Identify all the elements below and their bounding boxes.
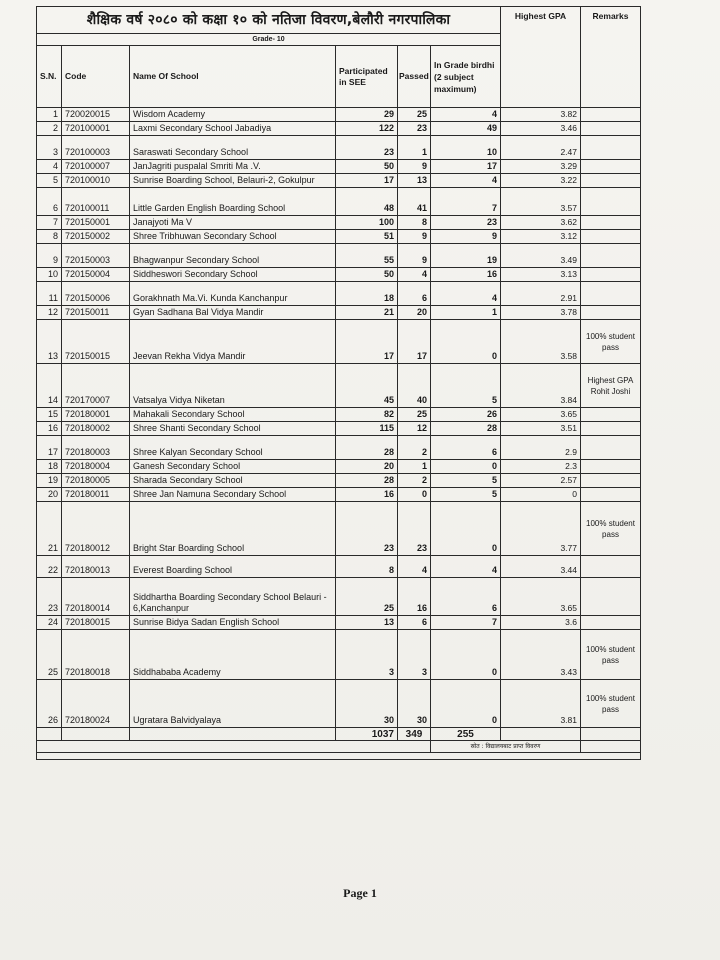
table-row — [37, 502, 641, 556]
cell-code: 720150015 — [62, 320, 130, 364]
cell-remarks — [581, 174, 641, 188]
cell-passed: 25 — [398, 108, 431, 122]
cell-in-grade: 7 — [431, 616, 501, 630]
cell-passed: 9 — [398, 160, 431, 174]
cell-participated: 50 — [336, 160, 398, 174]
cell-participated: 29 — [336, 108, 398, 122]
grade-label: Grade- 10 — [37, 34, 501, 46]
cell-in-grade: 6 — [431, 578, 501, 616]
cell-passed: 9 — [398, 244, 431, 268]
cell-highest-gpa: 3.62 — [501, 216, 581, 230]
cell-participated: 21 — [336, 306, 398, 320]
cell-school-name: JanJagriti puspalal Smriti Ma .V. — [130, 160, 336, 174]
cell-school-name: Little Garden English Boarding School — [130, 188, 336, 216]
cell-school-name: Siddhababa Academy — [130, 630, 336, 680]
cell-passed: 4 — [398, 556, 431, 578]
cell-school-name: Sharada Secondary School — [130, 474, 336, 488]
total-participated: 1037 — [336, 728, 398, 741]
cell-in-grade: 23 — [431, 216, 501, 230]
cell-in-grade: 4 — [431, 174, 501, 188]
cell-sn: 5 — [37, 174, 62, 188]
cell-participated: 100 — [336, 216, 398, 230]
cell-in-grade: 6 — [431, 436, 501, 460]
cell-school-name: Ganesh Secondary School — [130, 460, 336, 474]
total-passed: 349 — [398, 728, 431, 741]
cell-sn: 13 — [37, 320, 62, 364]
cell-school-name: Gyan Sadhana Bal Vidya Mandir — [130, 306, 336, 320]
cell-code: 720150006 — [62, 282, 130, 306]
cell-sn: 17 — [37, 436, 62, 460]
cell-school-name: Shree Shanti Secondary School — [130, 422, 336, 436]
cell-highest-gpa: 3.57 — [501, 188, 581, 216]
cell-highest-gpa: 3.51 — [501, 422, 581, 436]
cell-remarks — [581, 616, 641, 630]
column-header-highest-gpa: Highest GPA — [501, 7, 581, 108]
cell-passed: 1 — [398, 136, 431, 160]
cell-passed: 41 — [398, 188, 431, 216]
cell-participated: 82 — [336, 408, 398, 422]
cell-participated: 28 — [336, 436, 398, 460]
cell-remarks — [581, 108, 641, 122]
cell-highest-gpa: 3.78 — [501, 306, 581, 320]
cell-school-name: Wisdom Academy — [130, 108, 336, 122]
cell-participated: 17 — [336, 174, 398, 188]
cell-participated: 30 — [336, 680, 398, 728]
cell-remarks — [581, 282, 641, 306]
table-row — [37, 436, 641, 460]
cell-remarks — [581, 188, 641, 216]
table-row — [37, 122, 641, 136]
cell-participated: 25 — [336, 578, 398, 616]
table-row — [37, 474, 641, 488]
cell-in-grade: 0 — [431, 460, 501, 474]
total-in-grade: 255 — [431, 728, 501, 741]
cell-code: 720020015 — [62, 108, 130, 122]
cell-code: 720180024 — [62, 680, 130, 728]
cell-passed: 2 — [398, 436, 431, 460]
cell-code: 720180015 — [62, 616, 130, 630]
cell-participated: 55 — [336, 244, 398, 268]
cell-in-grade: 17 — [431, 160, 501, 174]
cell-participated: 23 — [336, 502, 398, 556]
cell-school-name: Mahakali Secondary School — [130, 408, 336, 422]
cell-participated: 8 — [336, 556, 398, 578]
cell-highest-gpa: 3.77 — [501, 502, 581, 556]
cell-participated: 20 — [336, 460, 398, 474]
source-row-empty — [581, 741, 641, 753]
cell-code: 720180004 — [62, 460, 130, 474]
table-row — [37, 556, 641, 578]
cell-participated: 115 — [336, 422, 398, 436]
cell-highest-gpa: 3.22 — [501, 174, 581, 188]
table-row — [37, 160, 641, 174]
cell-school-name: Shree Jan Namuna Secondary School — [130, 488, 336, 502]
cell-highest-gpa: 3.65 — [501, 578, 581, 616]
table-row — [37, 244, 641, 268]
cell-sn: 9 — [37, 244, 62, 268]
cell-passed: 3 — [398, 630, 431, 680]
cell-sn: 7 — [37, 216, 62, 230]
table-row — [37, 422, 641, 436]
cell-code: 720170007 — [62, 364, 130, 408]
cell-remarks — [581, 244, 641, 268]
cell-remarks — [581, 422, 641, 436]
cell-code: 720180013 — [62, 556, 130, 578]
cell-passed: 6 — [398, 282, 431, 306]
cell-participated: 122 — [336, 122, 398, 136]
cell-remarks — [581, 408, 641, 422]
source-note: स्रोत : विद्यालयबाट प्राप्त विवरण — [431, 741, 581, 753]
cell-sn: 14 — [37, 364, 62, 408]
cell-highest-gpa: 2.3 — [501, 460, 581, 474]
table-row — [37, 282, 641, 306]
cell-remarks: Highest GPA Rohit Joshi — [581, 364, 641, 408]
cell-passed: 16 — [398, 578, 431, 616]
table-row — [37, 364, 641, 408]
cell-in-grade: 9 — [431, 230, 501, 244]
cell-code: 720180018 — [62, 630, 130, 680]
cell-participated: 45 — [336, 364, 398, 408]
cell-sn: 15 — [37, 408, 62, 422]
cell-in-grade: 49 — [431, 122, 501, 136]
cell-code: 720150011 — [62, 306, 130, 320]
totals-empty — [37, 728, 62, 741]
cell-sn: 4 — [37, 160, 62, 174]
cell-in-grade: 16 — [431, 268, 501, 282]
cell-remarks — [581, 160, 641, 174]
cell-highest-gpa: 3.12 — [501, 230, 581, 244]
cell-remarks — [581, 436, 641, 460]
cell-remarks — [581, 474, 641, 488]
cell-highest-gpa: 3.29 — [501, 160, 581, 174]
cell-sn: 20 — [37, 488, 62, 502]
cell-participated: 13 — [336, 616, 398, 630]
table-row — [37, 680, 641, 728]
cell-passed: 12 — [398, 422, 431, 436]
cell-highest-gpa: 0 — [501, 488, 581, 502]
cell-code: 720180011 — [62, 488, 130, 502]
cell-code: 720180005 — [62, 474, 130, 488]
page-number: Page 1 — [343, 886, 377, 900]
column-header-code: Code — [62, 46, 130, 108]
cell-participated: 48 — [336, 188, 398, 216]
cell-sn: 12 — [37, 306, 62, 320]
cell-passed: 17 — [398, 320, 431, 364]
cell-passed: 2 — [398, 474, 431, 488]
cell-participated: 17 — [336, 320, 398, 364]
cell-highest-gpa: 3.6 — [501, 616, 581, 630]
cell-remarks — [581, 216, 641, 230]
cell-passed: 25 — [398, 408, 431, 422]
cell-sn: 26 — [37, 680, 62, 728]
cell-passed: 4 — [398, 268, 431, 282]
table-row — [37, 630, 641, 680]
cell-highest-gpa: 3.65 — [501, 408, 581, 422]
cell-remarks — [581, 460, 641, 474]
table-row — [37, 174, 641, 188]
cell-in-grade: 7 — [431, 188, 501, 216]
table-row — [37, 460, 641, 474]
table-row — [37, 320, 641, 364]
cell-highest-gpa: 3.46 — [501, 122, 581, 136]
table-row — [37, 230, 641, 244]
cell-highest-gpa: 3.82 — [501, 108, 581, 122]
cell-school-name: Shree Tribhuwan Secondary School — [130, 230, 336, 244]
cell-sn: 16 — [37, 422, 62, 436]
cell-school-name: Laxmi Secondary School Jabadiya — [130, 122, 336, 136]
cell-in-grade: 10 — [431, 136, 501, 160]
cell-passed: 23 — [398, 502, 431, 556]
cell-in-grade: 4 — [431, 108, 501, 122]
cell-highest-gpa: 3.49 — [501, 244, 581, 268]
cell-sn: 8 — [37, 230, 62, 244]
cell-highest-gpa: 3.58 — [501, 320, 581, 364]
cell-in-grade: 0 — [431, 630, 501, 680]
cell-highest-gpa: 2.47 — [501, 136, 581, 160]
cell-code: 720150002 — [62, 230, 130, 244]
table-body — [37, 108, 641, 728]
cell-highest-gpa: 2.91 — [501, 282, 581, 306]
cell-sn: 6 — [37, 188, 62, 216]
cell-highest-gpa: 3.44 — [501, 556, 581, 578]
cell-in-grade: 0 — [431, 680, 501, 728]
cell-participated: 51 — [336, 230, 398, 244]
cell-sn: 3 — [37, 136, 62, 160]
cell-remarks: 100% student pass — [581, 630, 641, 680]
cell-code: 720100001 — [62, 122, 130, 136]
cell-in-grade: 5 — [431, 474, 501, 488]
results-table — [36, 6, 641, 760]
table-row — [37, 136, 641, 160]
cell-in-grade: 5 — [431, 364, 501, 408]
cell-in-grade: 0 — [431, 320, 501, 364]
cell-in-grade: 1 — [431, 306, 501, 320]
column-header-passed: Passed — [398, 46, 431, 108]
cell-passed: 23 — [398, 122, 431, 136]
cell-highest-gpa: 3.84 — [501, 364, 581, 408]
cell-school-name: Shree Kalyan Secondary School — [130, 436, 336, 460]
column-header-name: Name Of School — [130, 46, 336, 108]
table-row — [37, 306, 641, 320]
cell-remarks — [581, 230, 641, 244]
cell-in-grade: 19 — [431, 244, 501, 268]
cell-participated: 3 — [336, 630, 398, 680]
cell-sn: 18 — [37, 460, 62, 474]
source-row-empty — [37, 741, 431, 753]
cell-sn: 1 — [37, 108, 62, 122]
column-header-sn: S.N. — [37, 46, 62, 108]
cell-code: 720180001 — [62, 408, 130, 422]
table-row — [37, 488, 641, 502]
cell-sn: 2 — [37, 122, 62, 136]
cell-highest-gpa: 3.13 — [501, 268, 581, 282]
cell-participated: 23 — [336, 136, 398, 160]
cell-in-grade: 5 — [431, 488, 501, 502]
cell-school-name: Siddhartha Boarding Secondary School Belauri - 6,Kanchanpur — [130, 578, 336, 616]
totals-empty — [501, 728, 581, 741]
cell-school-name: Jeevan Rekha Vidya Mandir — [130, 320, 336, 364]
cell-passed: 0 — [398, 488, 431, 502]
cell-code: 720150001 — [62, 216, 130, 230]
cell-code: 720150004 — [62, 268, 130, 282]
cell-remarks: 100% student pass — [581, 320, 641, 364]
table-row — [37, 268, 641, 282]
cell-highest-gpa: 2.9 — [501, 436, 581, 460]
totals-empty — [62, 728, 130, 741]
column-header-in-grade: In Grade birdhi (2 subject maximum) — [431, 46, 501, 108]
cell-school-name: Ugratara Balvidyalaya — [130, 680, 336, 728]
cell-highest-gpa: 3.43 — [501, 630, 581, 680]
column-header-remarks: Remarks — [581, 7, 641, 108]
cell-sn: 10 — [37, 268, 62, 282]
cell-sn: 25 — [37, 630, 62, 680]
totals-empty — [130, 728, 336, 741]
cell-school-name: Janajyoti Ma V — [130, 216, 336, 230]
cell-highest-gpa: 3.81 — [501, 680, 581, 728]
table-row — [37, 616, 641, 630]
document-title: शैक्षिक वर्ष २०८० को कक्षा १० को नतिजा विवरण,बेलौरी नगरपालिका — [37, 7, 501, 34]
cell-passed: 9 — [398, 230, 431, 244]
table-row — [37, 108, 641, 122]
cell-in-grade: 26 — [431, 408, 501, 422]
cell-passed: 13 — [398, 174, 431, 188]
cell-remarks: 100% student pass — [581, 680, 641, 728]
cell-sn: 24 — [37, 616, 62, 630]
table-row — [37, 578, 641, 616]
cell-remarks: 100% student pass — [581, 502, 641, 556]
cell-school-name: Siddheswori Secondary School — [130, 268, 336, 282]
cell-sn: 23 — [37, 578, 62, 616]
cell-remarks — [581, 122, 641, 136]
cell-school-name: Gorakhnath Ma.Vi. Kunda Kanchanpur — [130, 282, 336, 306]
cell-code: 720100011 — [62, 188, 130, 216]
cell-sn: 22 — [37, 556, 62, 578]
cell-code: 720180014 — [62, 578, 130, 616]
cell-code: 720100003 — [62, 136, 130, 160]
cell-remarks — [581, 136, 641, 160]
cell-code: 720180003 — [62, 436, 130, 460]
cell-remarks — [581, 488, 641, 502]
cell-passed: 40 — [398, 364, 431, 408]
cell-school-name: Everest Boarding School — [130, 556, 336, 578]
cell-passed: 6 — [398, 616, 431, 630]
cell-in-grade: 4 — [431, 556, 501, 578]
cell-participated: 16 — [336, 488, 398, 502]
cell-school-name: Vatsalya Vidya Niketan — [130, 364, 336, 408]
cell-code: 720100007 — [62, 160, 130, 174]
cell-passed: 20 — [398, 306, 431, 320]
cell-participated: 18 — [336, 282, 398, 306]
cell-code: 720180002 — [62, 422, 130, 436]
cell-code: 720100010 — [62, 174, 130, 188]
cell-school-name: Bhagwanpur Secondary School — [130, 244, 336, 268]
blank-row — [37, 753, 641, 760]
cell-passed: 30 — [398, 680, 431, 728]
cell-highest-gpa: 2.57 — [501, 474, 581, 488]
cell-remarks — [581, 306, 641, 320]
table-row — [37, 408, 641, 422]
cell-school-name: Saraswati Secondary School — [130, 136, 336, 160]
column-header-participated: Participated in SEE — [336, 46, 398, 108]
cell-sn: 21 — [37, 502, 62, 556]
cell-remarks — [581, 556, 641, 578]
totals-empty — [581, 728, 641, 741]
cell-in-grade: 28 — [431, 422, 501, 436]
cell-school-name: Bright Star Boarding School — [130, 502, 336, 556]
cell-code: 720150003 — [62, 244, 130, 268]
cell-in-grade: 0 — [431, 502, 501, 556]
cell-participated: 50 — [336, 268, 398, 282]
table-row — [37, 216, 641, 230]
cell-school-name: Sunrise Boarding School, Belauri-2, Gokulpur — [130, 174, 336, 188]
cell-remarks — [581, 268, 641, 282]
cell-in-grade: 4 — [431, 282, 501, 306]
cell-remarks — [581, 578, 641, 616]
table-row — [37, 188, 641, 216]
cell-code: 720180012 — [62, 502, 130, 556]
cell-passed: 1 — [398, 460, 431, 474]
cell-sn: 19 — [37, 474, 62, 488]
cell-participated: 28 — [336, 474, 398, 488]
cell-passed: 8 — [398, 216, 431, 230]
cell-school-name: Sunrise Bidya Sadan English School — [130, 616, 336, 630]
cell-sn: 11 — [37, 282, 62, 306]
